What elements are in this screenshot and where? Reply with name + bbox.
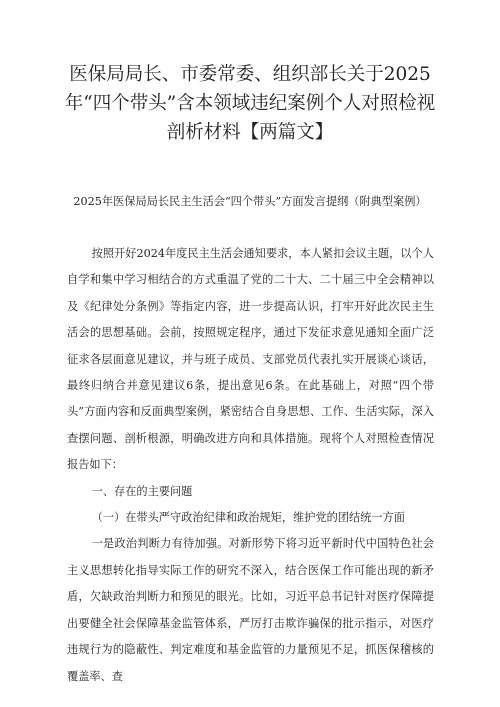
- section-title: 2025年医保局局长民主生活会“四个带头”方面发言提纲（附典型案例）: [73, 195, 427, 208]
- heading-level-2: （一）在带头严守政治纪律和政治规矩，维护党的团结统一方面: [91, 511, 405, 525]
- document-title: 医保局局长、市委常委、组织部长关于2025年“四个带头”含本领域违纪案例个人对照检视剖析材料【两篇文】: [64, 64, 436, 143]
- body-paragraph: 一是政治判断力有待加强。对新形势下将习近平新时代中国特色社会主义思想转化指导实际工作的研究不深入，结合医保工作可能出现的新矛盾，欠缺政治判断力和预见的眼光。比如，习近平总书记针对医疗保障提出要健全社会保障基金监管体系，严厉打击欺诈骗保的批示指示，对医疗违规行为的隐蔽性、判定难度和基金监管的力量预见不足，抓医保稽核的覆盖率、查: [67, 537, 434, 683]
- heading-level-1: 一、存在的主要问题: [91, 484, 193, 498]
- intro-paragraph: 按照开好2024年度民主生活会通知要求，本人紧扣会议主题，以个人自学和集中学习相结合的方式重温了党的二十大、二十届三中全会精神以及《纪律处分条例》等指定内容，进一步提高认识，打牢开好此次民主生活会的思想基础。会前，按照规定程序，通过下发征求意见通知全面广泛征求各层面意见建议，并与班子成员、支部党员代表扎实开展谈心谈话，最终归纳合并意见建议6条，提出意见6条。在此基础上，对照“四个带头”方面内容和反面典型案例，紧密结合自身思想、工作、生活实际，深入查摆问题、剖析根源，明确改进方向和具体措施。现将个人对照检查情况报告如下：: [67, 247, 434, 472]
- document-body: [67, 241, 434, 690]
